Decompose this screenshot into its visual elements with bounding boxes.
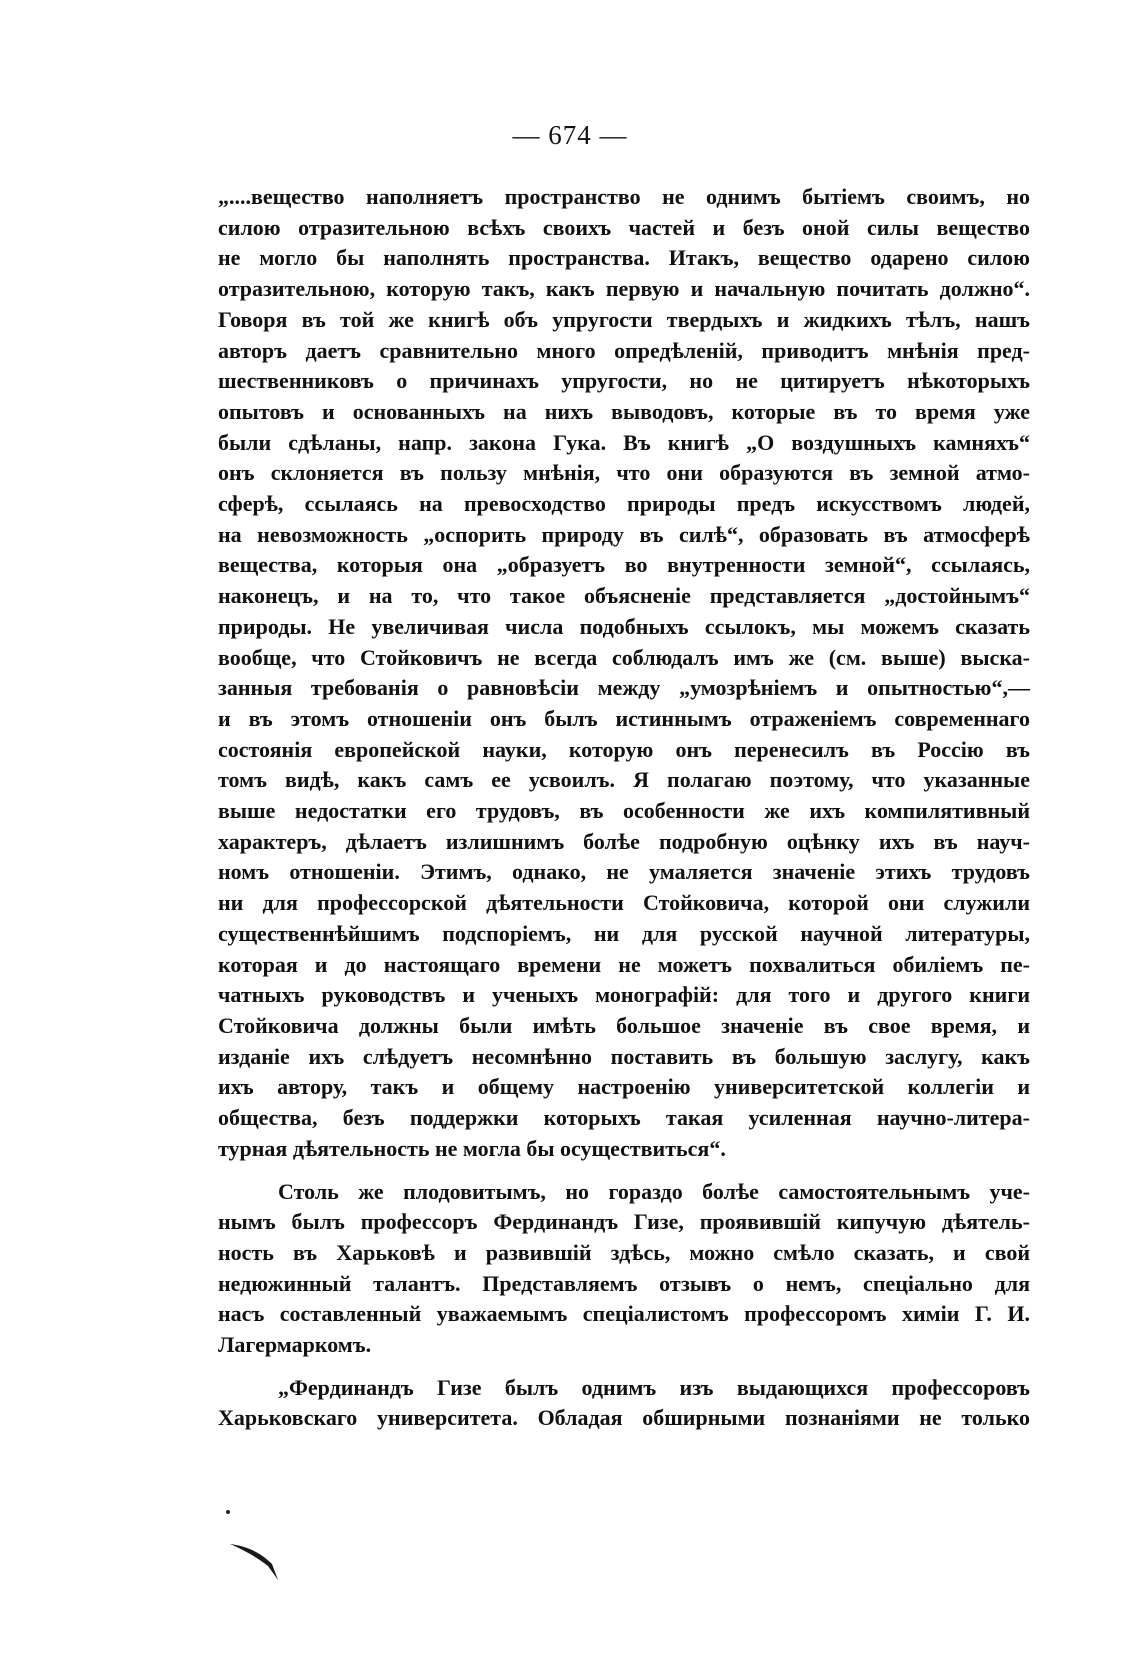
text-line: нымъ былъ профессоръ Фердинандъ Гизе, проявившій кипучую дѣятель- <box>218 1209 1030 1235</box>
text-line: ихъ автору, такъ и общему настроенію университетской коллегіи и <box>218 1074 1030 1100</box>
text-line: номъ отношеніи. Этимъ, однако, не умаляется значеніе этихъ трудовъ <box>218 859 1030 885</box>
text-line: „....вещество наполняетъ пространство не однимъ бытіемъ своимъ, но <box>218 184 1030 209</box>
text-line: Харьковскаго университета. Обладая обширными познаніями не только <box>218 1405 1030 1431</box>
ink-dot <box>226 1510 230 1514</box>
body-text <box>218 182 1030 1434</box>
text-line: шественниковъ о причинахъ упругости, но не цитируетъ нѣкоторыхъ <box>218 368 1030 394</box>
text-line: изданіе ихъ слѣдуетъ несомнѣнно поставить въ большую заслугу, какъ <box>218 1043 1030 1069</box>
text-line: чатныхъ руководствъ и ученыхъ монографій: для того и другого книги <box>218 982 1030 1008</box>
text-line: характеръ, дѣлаетъ излишнимъ болѣе подробную оцѣнку ихъ въ науч- <box>218 828 1030 854</box>
text-line: Столь же плодовитымъ, но гораздо болѣе самостоятельнымъ уче- <box>278 1178 1030 1204</box>
text-line: которая и до настоящаго времени не можетъ похвалиться обиліемъ пе- <box>218 951 1030 977</box>
text-line: Говоря въ той же книгѣ объ упругости твердыхъ и жидкихъ тѣлъ, нашъ <box>218 306 1030 332</box>
text-line: не могло бы наполнять пространства. Итакъ, вещество одарено силою <box>218 245 1030 271</box>
text-line: томъ видѣ, какъ самъ ее усвоилъ. Я полагаю поэтому, что указанные <box>218 767 1030 793</box>
text-line: отразительною, которую такъ, какъ первую и начальную почитать должно“. <box>218 276 1030 302</box>
text-line: недюжинный талантъ. Представляемъ отзывъ о немъ, спеціально для <box>218 1270 1030 1296</box>
text-line: были сдѣланы, напр. закона Гука. Въ книгѣ „О воздушныхъ камняхъ“ <box>218 429 1030 455</box>
text-line: насъ составленный уважаемымъ спеціалистомъ профессоромъ химіи Г. И. <box>218 1301 1030 1327</box>
paragraph <box>218 1177 1030 1361</box>
paragraph <box>218 182 1030 1165</box>
text-line: вещества, которыя она „образуетъ во внутренности земной“, ссылаясь, <box>218 552 1030 578</box>
text-line: вообще, что Стойковичъ не всегда соблюдалъ имъ же (см. выше) выска- <box>218 644 1030 670</box>
text-line: „Фердинандъ Гизе былъ однимъ изъ выдающихся профессоровъ <box>278 1374 1030 1400</box>
text-line: онъ склоняется въ пользу мнѣнія, что они образуются въ земной атмо- <box>218 460 1030 486</box>
text-line: наконецъ, и на то, что такое объясненіе представляется „достойнымъ“ <box>218 583 1030 609</box>
text-line: силою отразительною всѣхъ своихъ частей и безъ оной силы вещество <box>218 214 1030 240</box>
text-line: на невозможность „оспорить природу въ силѣ“, образовать въ атмосферѣ <box>218 521 1030 547</box>
text-line: авторъ даетъ сравнительно много опредѣленій, приводитъ мнѣнія пред- <box>218 337 1030 363</box>
page-number: — 674 — <box>512 120 628 150</box>
text-line: Лагермаркомъ. <box>218 1332 372 1358</box>
text-line: сферѣ, ссылаясь на превосходство природы предъ искусствомъ людей, <box>218 491 1030 517</box>
text-line: опытовъ и основанныхъ на нихъ выводовъ, которые въ то время уже <box>218 398 1030 424</box>
text-line: природы. Не увеличивая числа подобныхъ ссылокъ, мы можемъ сказать <box>218 613 1030 639</box>
text-line: занныя требованія о равновѣсіи между „умозрѣніемъ и опытностью“,— <box>218 675 1030 701</box>
text-line: турная дѣятельность не могла бы осуществиться“. <box>218 1135 726 1161</box>
text-line: ность въ Харьковѣ и развившій здѣсь, можно смѣло сказать, и свой <box>218 1239 1030 1265</box>
text-line: существеннѣйшимъ подспоріемъ, ни для русской научной литературы, <box>218 920 1030 946</box>
text-line: общества, безъ поддержки которыхъ такая усиленная научно-литера- <box>218 1105 1030 1131</box>
text-line: ни для профессорской дѣятельности Стойковича, которой они служили <box>218 890 1030 916</box>
text-line: и въ этомъ отношеніи онъ былъ истиннымъ отраженіемъ современнаго <box>218 705 1030 731</box>
text-line: выше недостатки его трудовъ, въ особенности же ихъ компилятивный <box>218 798 1030 824</box>
text-line: Стойковича должны были имѣть большое значеніе въ свое время, и <box>218 1012 1030 1038</box>
ink-stroke-mark <box>228 1540 288 1584</box>
text-line: состоянія европейской науки, которую онъ перенесилъ въ Россію въ <box>218 736 1030 762</box>
paragraph <box>218 1373 1030 1434</box>
